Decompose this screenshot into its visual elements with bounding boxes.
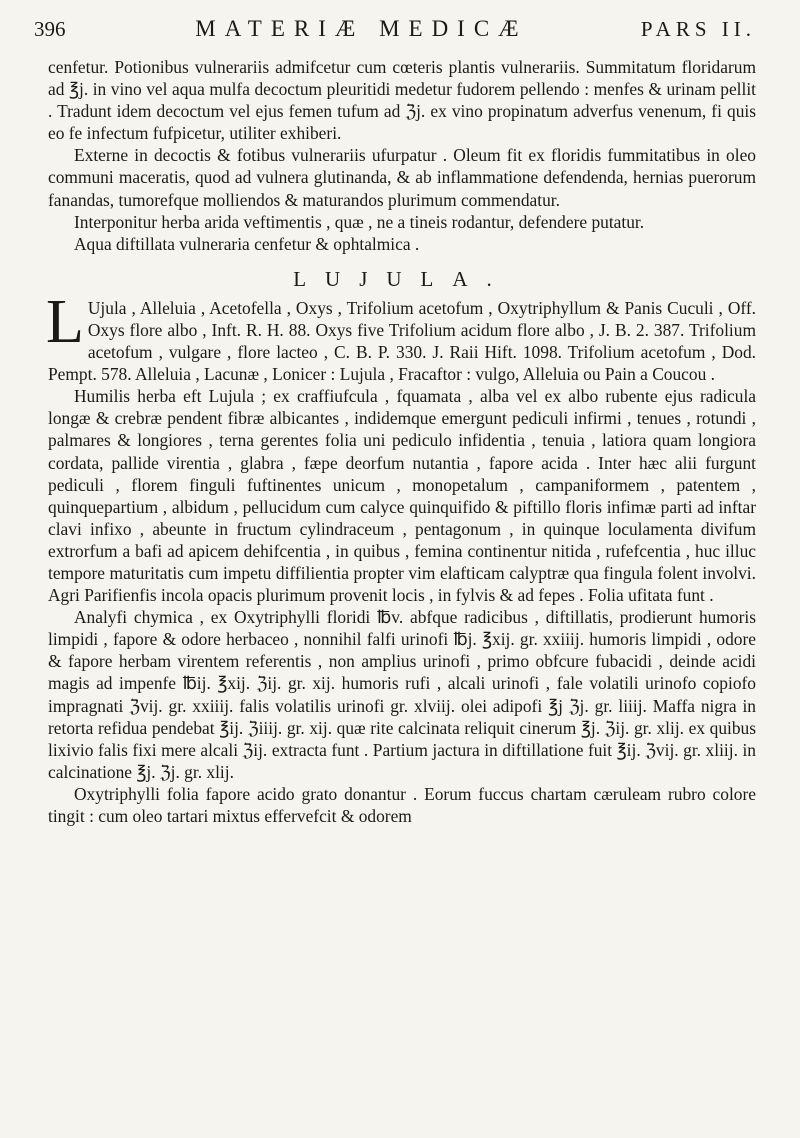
paragraph: Oxytriphylli folia fapore acido grato donantur . Eorum fuccus chartam cæruleam rubro colore tingit : cum oleo tartari mixtus effervefcit & odorem: [48, 783, 756, 826]
paragraph: cenfetur. Potionibus vulnerariis admifcetur cum cœteris plantis vulnerariis. Summitatum floridarum ad ℥j. in vino vel aqua mulfa decoctum pleuritidi medetur fudorem pellendo : menfes & urinam pellit . Tradunt idem decoctum vel ejus femen tufum ad ℨj. ex vino propinatum adverfus venenum, fi quis eo fe infectum fufpicetur, utiliter exhiberi.: [48, 57, 756, 144]
page-number: 396: [34, 17, 66, 41]
paragraph: Analyfi chymica , ex Oxytriphylli floridi ℔v. abfque radicibus , diftillatis, prodierunt humoris limpidi , fapore & odore herbaceo , nonnihil falfi urinofi ℔j. ℥xij. gr. xxiiij. humoris limpidi , odore & fapore herbam virentem referentis , non amplius urinofi , primo obfcure fubacidi , deinde acidi magis ad impenfe ℔ij. ℥xij. ℨij. gr. xij. humoris rufi , alcali urinofi , fale volatili urinofo copiofo impragnati ℨvij. gr. xxiiij. falis volatilis urinofi gr. xlviij. olei adipofi ℥j ℨj. gr. liiij. Maffa nigra in retorta refidua pendebat ℥ij. ℨiiij. gr. xij. quæ rite calcinata reliquit cinerum ℥j. ℨij. gr. xlij. ex quibus lixivio falis fixi mere alcali ℨij. extracta funt . Partium jactura in diftillatione fuit ℥ij. ℨvij. gr. xliij. in calcinatione ℥j. ℨj. gr. xlij.: [48, 607, 756, 782]
paragraph-text: Ujula , Alleluia , Acetofella , Oxys , Trifolium acetofum , Oxytriphyllum & Panis Cuculi , Off. Oxys flore albo , Inft. R. H. 88. Oxys five Trifolium acidum flore albo , J. B. 2. 387. Trifolium acetofum , vulgare , flore lacteo , C. B. P. 330. J. Raii Hift. 1098. Trifolium acetofum , Dod. Pempt. 578. Alleluia , Lacunæ , Lonicer : Lujula , Fracaftor : vulgo, Alleluia ou Pain a Coucou .: [48, 297, 756, 385]
drop-cap: L: [46, 287, 84, 356]
entry-paragraph: [46, 287, 756, 385]
paragraph: Interponitur herba arida veftimentis , quæ , ne a tineis rodantur, defendere putatur.: [74, 211, 645, 232]
running-title: MATERIÆ MEDICÆ: [195, 16, 528, 41]
paragraph: Aqua diftillata vulneraria cenfetur & ophtalmica .: [74, 233, 420, 254]
running-part: PARS II.: [640, 17, 756, 41]
running-head: [34, 16, 756, 56]
paragraph: Humilis herba eft Lujula ; ex craffiufcula , fquamata , alba vel ex albo rubente ejus radicula longæ & crebræ pendent fibræ albicantes , indidemque emergunt pediculi infirmi , tenues , rotundi , palmares & longiores , terna gerentes folia uni pediculo infidentia , tenuia , latiora quam longiora cordata, pallide virentia , glabra , fæpe deorfum nutantia , fapore acida . Inter hæc alii furgunt pediculi , florem finguli fuftinentes unicum , monopetalum , campaniformem , patentem , quinquepartium , albidum , pellucidum cum calyce quinquifido & piftillo floris infimæ parti ad inftar clavi infixo , abeunte in fructum cylindraceum , pentagonum , in quinque loculamenta divifum extrorfum a bafi ad apicem dehifcentia , in quibus , femina continentur nitida , rufefcentia , huc illuc tempore maturitatis cum impetu diffilientia propter vim elafticam calyptræ qua fingula folent involvi. Agri Parifienfis incola opacis plurimum provenit locis , in fylvis & ad fepes . Folia ufitata funt .: [48, 386, 756, 606]
body-text: [48, 56, 756, 827]
section-heading: LUJULA.: [293, 266, 511, 291]
paragraph: Externe in decoctis & fotibus vulnerariis ufurpatur . Oleum fit ex floridis fummitatibus in oleo communi maceratis, quod ad vulnera glutinanda, & ab inflammatione defendenda, hernias puerorum fanandas, tumorefque molliendos & maturandos plurimum commendatur.: [48, 145, 756, 210]
